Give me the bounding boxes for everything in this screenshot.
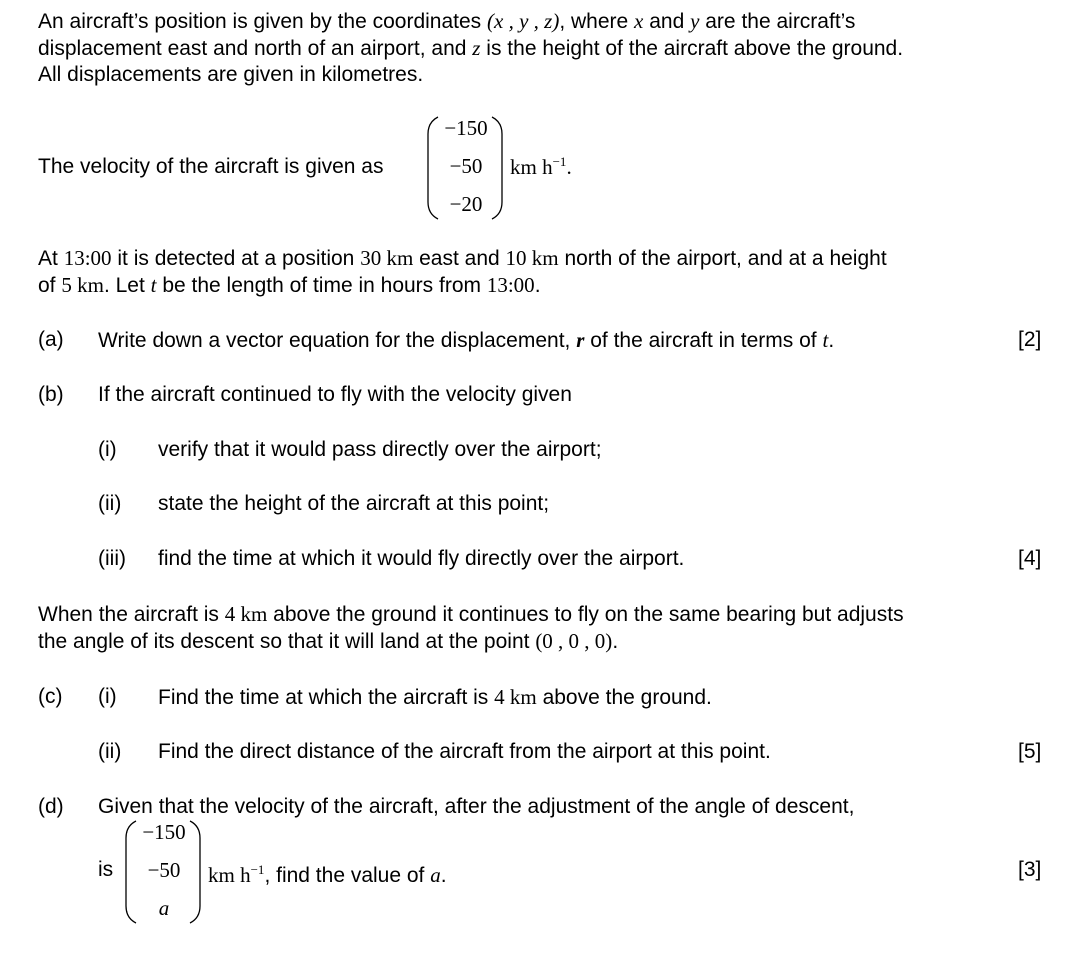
part-d-marks: [3]: [1018, 858, 1042, 881]
part-b-marks: [4]: [1018, 547, 1042, 570]
mid-line-2: the angle of its descent so that it will land at the point (0 , 0 , 0).: [38, 629, 619, 653]
mid-line-1: When the aircraft is 4 km above the ground it continues to fly on the same bearing but adjusts: [38, 602, 904, 626]
part-d-label: (d): [38, 795, 64, 818]
velocity-unit: km $h^{-1}$.: [510, 154, 572, 179]
part-b-ii-label: (ii): [98, 492, 122, 515]
part-b-i-text: verify that it would pass directly over the airport;: [158, 438, 602, 461]
intro-line-3: All displacements are given in kilometres.: [38, 63, 424, 86]
intro-line-2: displacement east and north of an airport, and z is the height of the aircraft above the ground.: [38, 36, 904, 60]
part-b-ii-text: state the height of the aircraft at this point;: [158, 492, 550, 515]
part-c-i-text: Find the time at which the aircraft is 4 km above the ground.: [158, 685, 712, 709]
part-b-text: If the aircraft continued to fly with the velocity given: [98, 383, 572, 406]
part-c-marks: [5]: [1018, 740, 1042, 763]
detect-line-2: of 5 km. Let t be the length of time in hours from 13:00.: [38, 273, 541, 297]
part-c-ii-text: Find the direct distance of the aircraft from the airport at this point.: [158, 740, 771, 763]
adjusted-velocity-vector: [122, 818, 204, 926]
part-b-i-label: (i): [98, 438, 117, 461]
part-a-text: Write down a vector equation for the displacement, r of the aircraft in terms of t.: [98, 328, 835, 352]
velocity-vector: [424, 114, 506, 222]
coordinates-xyz: (x , y , z): [487, 9, 560, 33]
part-b-label: (b): [38, 383, 64, 406]
part-d-is: is: [98, 858, 114, 881]
detect-line-1: At 13:00 it is detected at a position 30 km east and 10 km north of the airport, and at a height: [38, 246, 887, 270]
adjusted-velocity-x: −150: [142, 820, 186, 844]
adjusted-velocity-z: a: [158, 896, 170, 920]
part-d-text: Given that the velocity of the aircraft, after the adjustment of the angle of descent,: [98, 795, 855, 818]
velocity-z: −20: [449, 192, 483, 216]
velocity-y: −50: [449, 154, 483, 178]
part-c-label: (c): [38, 685, 63, 708]
part-b-iii-label: (iii): [98, 547, 126, 570]
part-c-i-label: (i): [98, 685, 117, 708]
part-a-marks: [2]: [1018, 328, 1042, 351]
part-d-text-2: km $h^{-1}$, find the value of a.: [208, 862, 447, 887]
part-a-label: (a): [38, 328, 64, 351]
part-b-iii-text: find the time at which it would fly directly over the airport.: [158, 547, 685, 570]
velocity-x: −150: [444, 116, 488, 140]
velocity-text: The velocity of the aircraft is given as: [38, 155, 384, 178]
part-c-ii-label: (ii): [98, 740, 122, 763]
intro-line-1: An aircraft’s position is given by the coordinates (x , y , z), where x and y are the aircraft’s: [38, 9, 856, 33]
adjusted-velocity-y: −50: [147, 858, 181, 882]
